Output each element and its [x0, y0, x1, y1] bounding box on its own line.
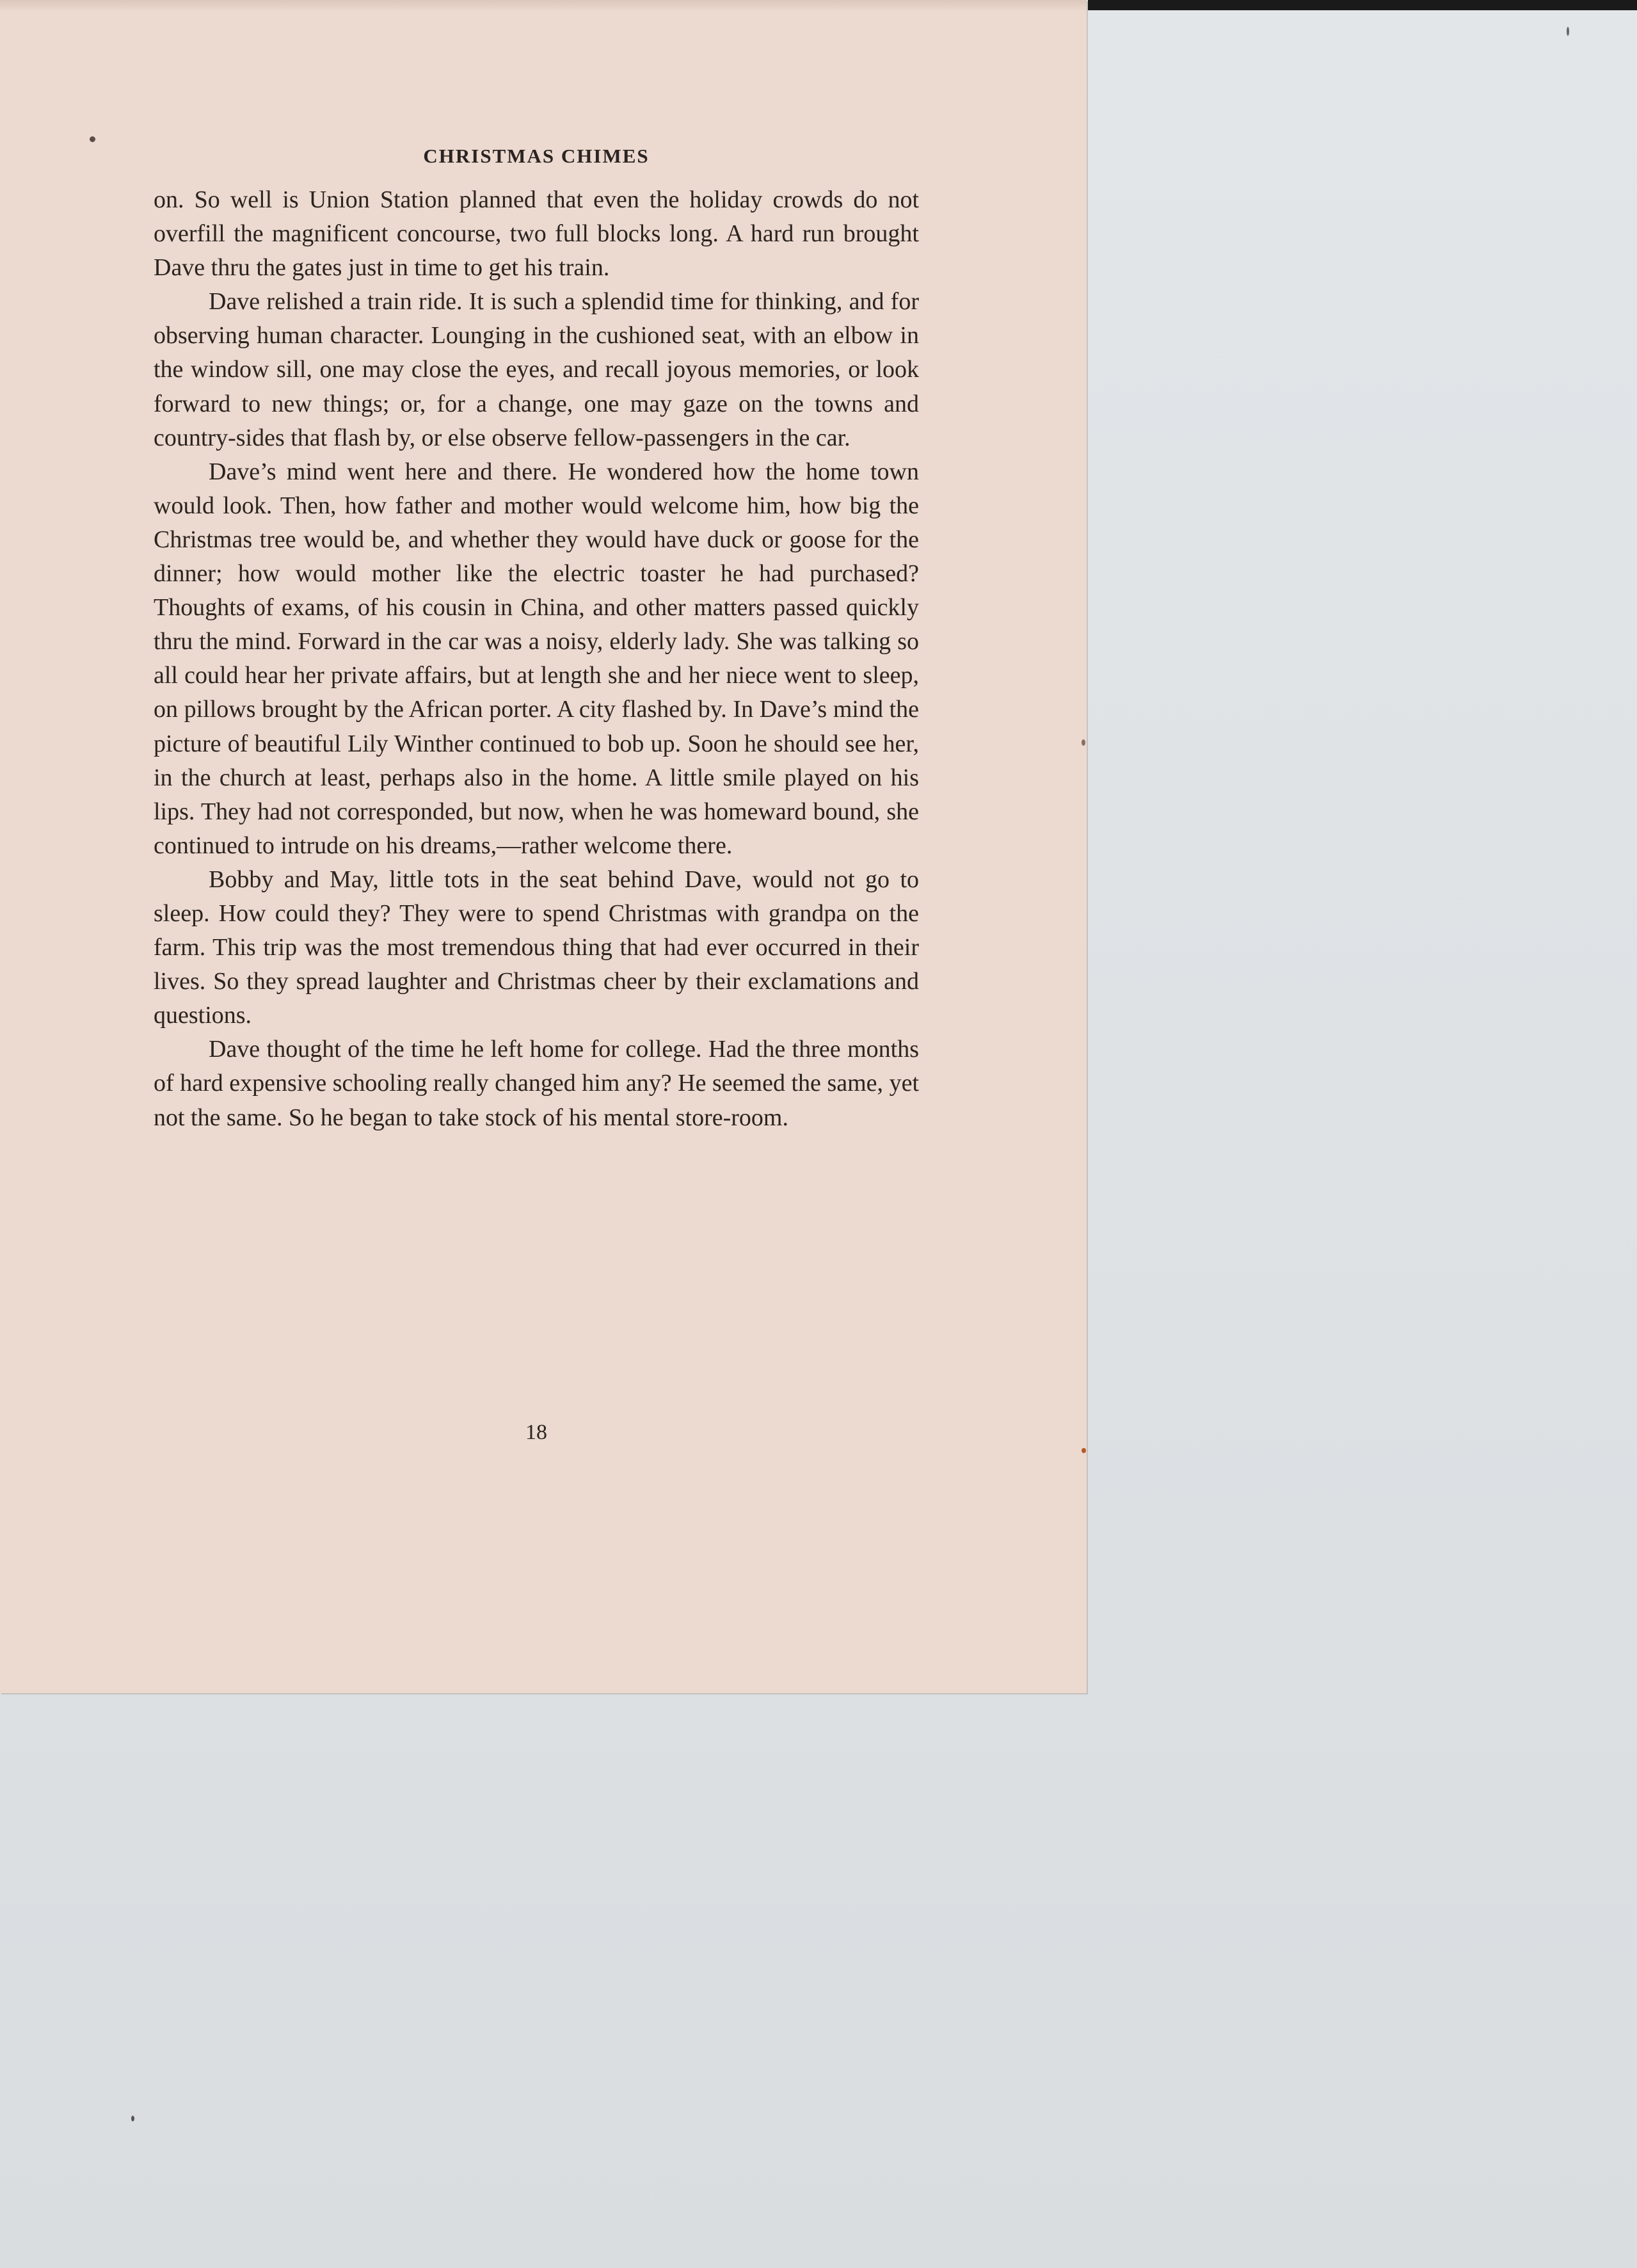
paper-speck [90, 136, 95, 142]
page-number: 18 [525, 1420, 547, 1444]
paper-speck [1082, 1448, 1086, 1453]
paragraph: Bobby and May, little tots in the seat behind Dave, would not go to sleep. How could they? They were to spend Christmas with grandpa on the farm. This trip was the most tremendous thing that had ever occurred in their lives. So they spread laughter and Christmas cheer by their exclamations and questions. [154, 865, 919, 1029]
paragraph: on. So well is Union Station planned that even the holiday crowds do not overfill the magnificent concourse, two full blocks long. A hard run brought Dave thru the gates just in time to get his train. [154, 186, 919, 282]
book-page [0, 0, 1087, 1693]
bed-speck [1567, 27, 1569, 36]
running-head: CHRISTMAS CHIMES [423, 145, 650, 167]
paragraph: Dave’s mind went here and there. He wondered how the home town would look. Then, how father and mother would welcome him, how big the Christmas tree would be, and whether they would have duck or goose for the dinner; how would mother like the electric toaster he had purchased? Thoughts of exams, of his cousin in China, and other matters passed quickly thru the mind. Forward in the car was a noisy, elderly lady. She was talking so all could hear her private affairs, but at length she and her niece went to sleep, on pillows brought by the African porter. A city flashed by. In Dave’s mind the picture of beautiful Lily Winther continued to bob up. Soon he should see her, in the church at least, perhaps also in the home. A little smile played on his lips. They had not corresponded, but now, when he was homeward bound, she continued to intrude on his dreams,—rather welcome there. [154, 458, 919, 859]
bed-speck [131, 2116, 134, 2121]
paragraph: Dave relished a train ride. It is such a splendid time for thinking, and for observing human character. Lounging in the cushioned seat, with an elbow in the window sill, one may close the eyes, and recall joyous memories, or look forward to new things; or, for a change, one may gaze on the towns and country-sides that flash by, or else observe fellow-passengers in the car. [154, 288, 919, 451]
paper-speck [1082, 739, 1085, 746]
page-top-shade [0, 0, 1087, 12]
scanner-lid-edge [1088, 0, 1637, 10]
paragraph: Dave thought of the time he left home for college. Had the three months of hard expensive schooling really changed him any? He seemed the same, yet not the same. So he began to take stock of his mental store-room. [154, 1036, 919, 1131]
body-text [154, 183, 919, 1135]
